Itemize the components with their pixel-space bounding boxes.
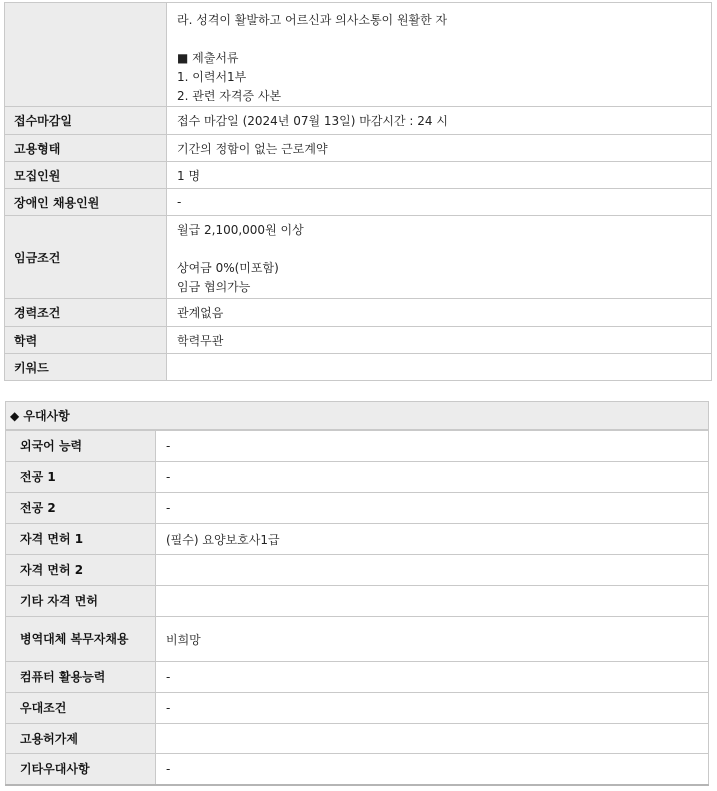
row-label: 학력 — [5, 327, 167, 354]
row-value — [156, 586, 709, 617]
table-row — [6, 524, 709, 555]
experience-value: 관계없음 — [167, 299, 712, 327]
table-row — [5, 299, 712, 327]
row-label: 접수마감일 — [5, 107, 167, 135]
table-row — [6, 617, 709, 662]
row-value: - — [156, 431, 709, 462]
table-row — [5, 216, 712, 299]
row-label: 기타 자격 면허 — [6, 586, 156, 617]
row-label: 외국어 능력 — [6, 431, 156, 462]
keyword-value — [167, 354, 712, 381]
documents-header: ■ 제출서류 — [177, 51, 239, 65]
table-row — [5, 107, 712, 135]
row-label: 병역대체 복무자채용 — [6, 617, 156, 662]
row-label: 전공 2 — [6, 493, 156, 524]
preference-section-title: ◆ 우대사항 — [5, 401, 709, 430]
row-label: 기타우대사항 — [6, 754, 156, 785]
row-label: 전공 1 — [6, 462, 156, 493]
row-label: 장애인 채용인원 — [5, 189, 167, 216]
preference-table — [5, 430, 709, 786]
education-value: 학력무관 — [167, 327, 712, 354]
row-label: 컴퓨터 활용능력 — [6, 662, 156, 693]
table-row — [6, 555, 709, 586]
row-value: (필수) 요양보호사1급 — [156, 524, 709, 555]
table-row — [6, 462, 709, 493]
row-label — [5, 3, 167, 107]
row-label: 자격 면허 2 — [6, 555, 156, 586]
headcount-value: 1 명 — [167, 162, 712, 189]
row-label: 경력조건 — [5, 299, 167, 327]
row-label: 키워드 — [5, 354, 167, 381]
employment-type-value: 기간의 정함이 없는 근로계약 — [167, 135, 712, 162]
table-row — [5, 162, 712, 189]
requirement-line: 라. 성격이 활발하고 어르신과 의사소통이 원활한 자 — [177, 13, 448, 27]
row-label: 임금조건 — [5, 216, 167, 299]
row-value: - — [156, 493, 709, 524]
wage-line: 월급 2,100,000원 이상 — [177, 223, 304, 237]
deadline-value: 접수 마감일 (2024년 07월 13일) 마감시간 : 24 시 — [167, 107, 712, 135]
table-row — [5, 3, 712, 107]
requirements-cell — [167, 3, 712, 107]
row-value: 비희망 — [156, 617, 709, 662]
wage-line: 상여금 0%(미포함) — [177, 261, 279, 275]
row-label: 고용허가제 — [6, 724, 156, 754]
row-value: - — [156, 462, 709, 493]
row-value: - — [156, 662, 709, 693]
table-row — [6, 493, 709, 524]
table-row — [6, 754, 709, 785]
table-row — [6, 431, 709, 462]
table-row — [6, 586, 709, 617]
table-row — [6, 724, 709, 754]
table-row — [6, 693, 709, 724]
wage-value — [167, 216, 712, 299]
row-value — [156, 555, 709, 586]
row-label: 자격 면허 1 — [6, 524, 156, 555]
row-value: - — [156, 693, 709, 724]
row-label: 고용형태 — [5, 135, 167, 162]
document-item: 2. 관련 자격증 사본 — [177, 89, 282, 103]
wage-line: 임금 협의가능 — [177, 280, 251, 294]
row-value — [156, 724, 709, 754]
table-row — [5, 354, 712, 381]
table-row — [5, 189, 712, 216]
job-conditions-table — [4, 2, 712, 381]
table-row — [5, 135, 712, 162]
table-row — [6, 662, 709, 693]
disabled-hire-value: - — [167, 189, 712, 216]
row-label: 우대조건 — [6, 693, 156, 724]
document-item: 1. 이력서1부 — [177, 70, 247, 84]
row-value: - — [156, 754, 709, 785]
table-row — [5, 327, 712, 354]
row-label: 모집인원 — [5, 162, 167, 189]
